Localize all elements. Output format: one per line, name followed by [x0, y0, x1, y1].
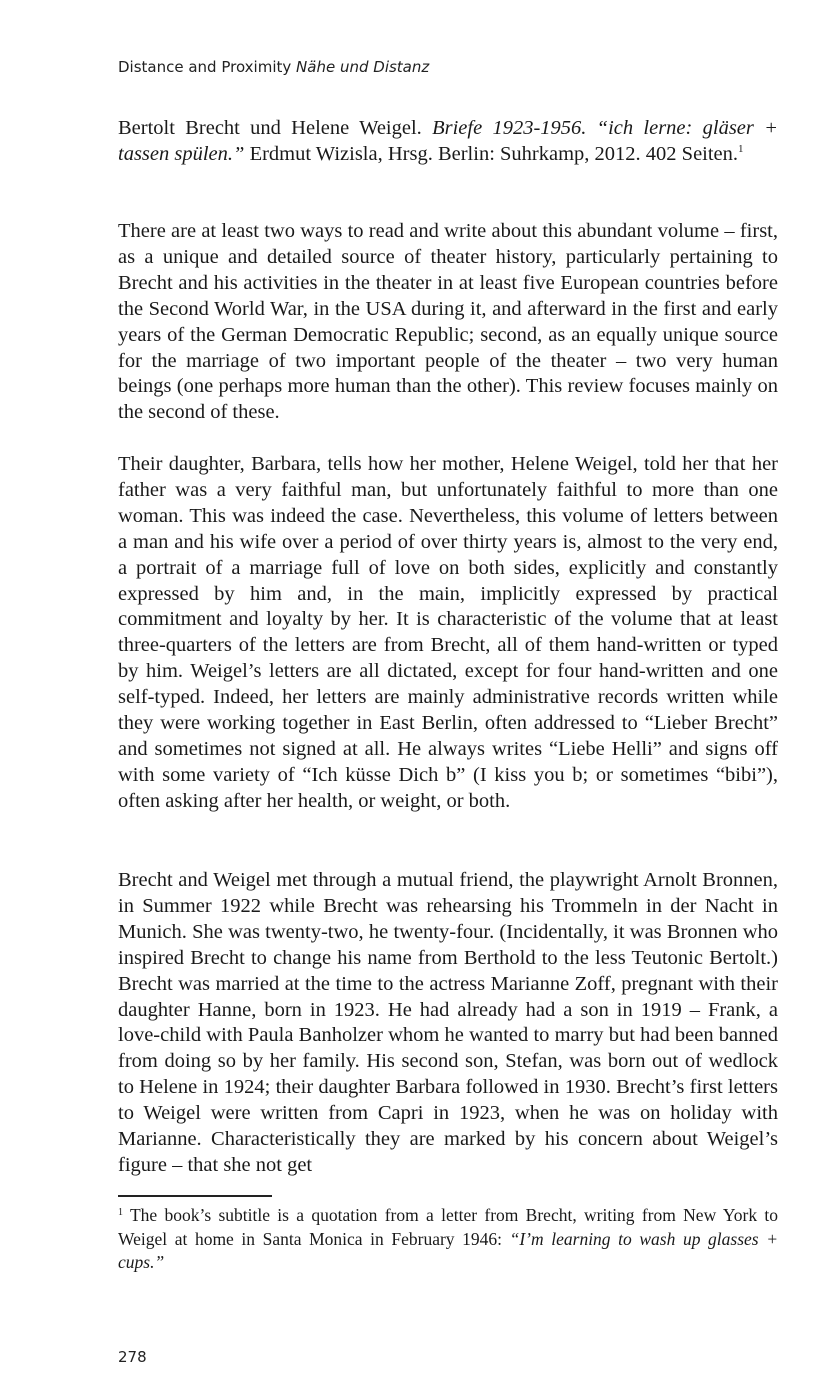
running-head: [118, 58, 429, 76]
footnote-quote: “I’m learning to wash up glasses + cups.”: [118, 1228, 779, 1272]
paragraph-3: Brecht and Weigel met through a mutual friend, the playwright Arnolt Bronnen, in Summer 1922 while Brecht was rehearsing his Trommeln in der Nacht in Munich. She was twenty-two, he twenty-four. (Incidentally, it was Bronnen who inspired Brecht to change his name from Berthold to the less Teutonic Bertolt.) Brecht was married at the time to the actress Marianne Zoff, pregnant with their daughter Hanne, born in 1923. He had already had a son in 1919 – Frank, a love-child with Paula Banholzer whom he wanted to marry but had been banned from doing so by her family. His second son, Stefan, was born out of wedlock to Helene in 1924; their daughter Barbara followed in 1930. Brecht’s first letters to Weigel were written from Capri in 1923, when he was on holiday with Marianne. Characteristically they are marked by his concern about Weigel’s figure – that she not get: [118, 869, 778, 1176]
citation-details: Erdmut Wizisla, Hrsg. Berlin: Suhrkamp, 2012. 402 Seiten.: [244, 142, 739, 165]
footnote-text: The book’s subtitle is a quotation from a letter from Brecht, writing from New York to Weigel at home in Santa Monica in February 1946:: [118, 1205, 778, 1249]
page-number: 278: [118, 1348, 147, 1366]
running-head-title-de: Nähe und Distanz: [296, 58, 430, 76]
citation: [118, 116, 778, 168]
footnote: [118, 1204, 778, 1275]
running-head-title-en: Distance and Proximity: [118, 58, 292, 76]
footnote-divider: [118, 1195, 272, 1197]
citation-authors: Bertolt Brecht und Helene Weigel.: [118, 117, 433, 139]
citation-title: Briefe 1923-1956. “ich lerne: gläser + tassen spülen.”: [118, 117, 778, 165]
paragraph-1: There are at least two ways to read and write about this abundant volume – first, as a unique and detailed source of theater history, particularly pertaining to Brecht and his activities in the theater in at least five European countries before the Second World War, in the USA during it, and afterward in the first and early years of the German Democratic Republic; second, as an equally unique source for the marriage of two important people of the theater – two very human beings (one perhaps more human than the other). This review focuses mainly on the second of these.: [118, 220, 778, 424]
footnote-reference: 1: [738, 142, 744, 155]
footnote-marker: 1: [118, 1207, 123, 1218]
paragraph-2: Their daughter, Barbara, tells how her mother, Helene Weigel, told her that her father was a very faithful man, but unfortunately faithful to more than one woman. This was indeed the case. Nevertheless, this volume of letters between a man and his wife over a period of over thirty years is, almost to the very end, a portrait of a marriage full of love on both sides, explicitly and constantly expressed by him and, in the main, implicitly expressed by practical commitment and loyalty by her. It is characteristic of the volume that at least three-quarters of the letters are from Brecht, all of them hand-written or typed by him. Weigel’s letters are all dictated, except for four hand-written and one self-typed. Indeed, her letters are mainly administrative records written while they were working together in East Berlin, often addressed to “Lieber Brecht” and sometimes not signed at all. He always writes “Liebe Helli” and signs off with some variety of “Ich küsse Dich b” (I kiss you b; or sometimes “bibi”), often asking after her health, or weight, or both.: [118, 453, 778, 812]
